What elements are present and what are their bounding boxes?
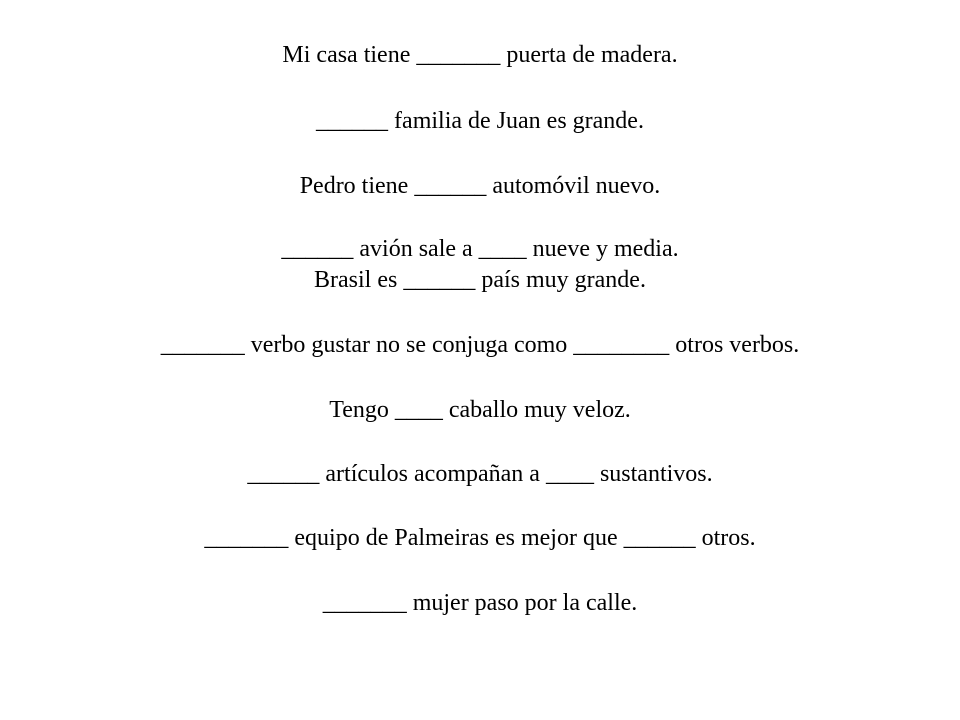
sentence-7: Tengo ____ caballo muy veloz. [329, 397, 631, 423]
sentence-2: ______ familia de Juan es grande. [316, 108, 644, 134]
sentence-8: ______ artículos acompañan a ____ sustantivos. [247, 461, 713, 487]
sentence-4: ______ avión sale a ____ nueve y media. [281, 236, 679, 262]
sentence-6: _______ verbo gustar no se conjuga como ________ otros verbos. [160, 332, 800, 358]
sentence-3: Pedro tiene ______ automóvil nuevo. [299, 173, 661, 199]
sentence-9: _______ equipo de Palmeiras es mejor que ______ otros. [204, 525, 756, 551]
sentence-1: Mi casa tiene _______ puerta de madera. [282, 42, 678, 68]
sentence-10: _______ mujer paso por la calle. [322, 590, 638, 616]
sentence-5: Brasil es ______ país muy grande. [314, 267, 646, 293]
